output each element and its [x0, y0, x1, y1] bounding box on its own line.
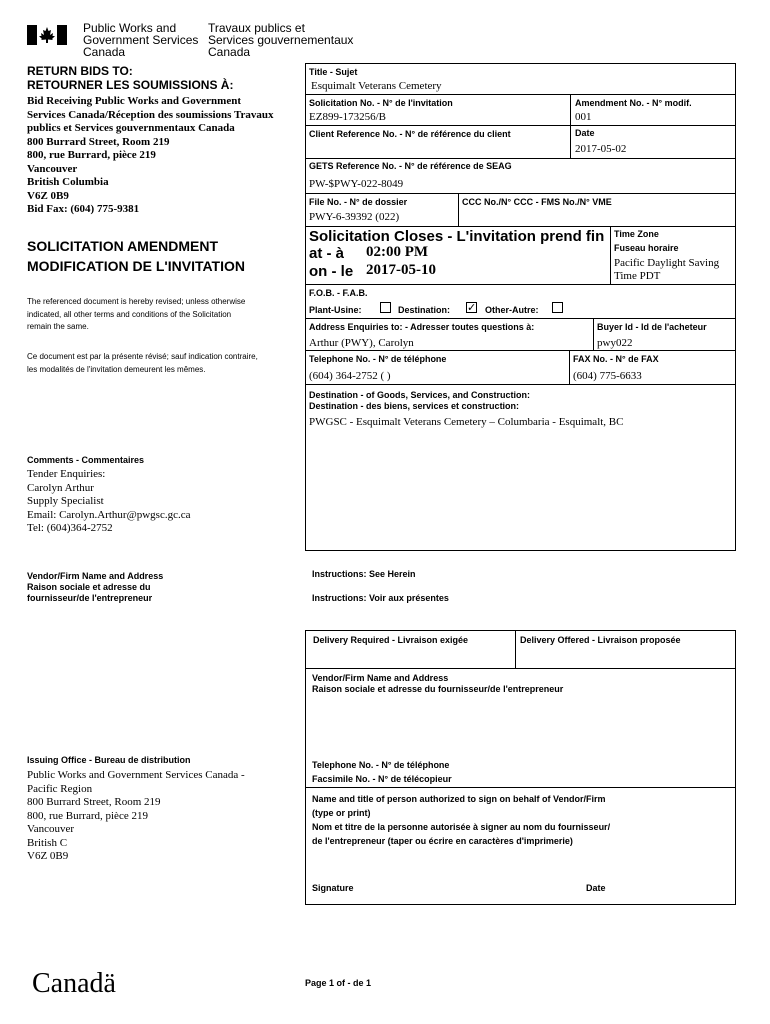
- amendment-note-fr: Ce document est par la présente révisé; sauf indication contraire, les modalités de l'invitation demeurent les mêmes.: [27, 352, 258, 374]
- fax-value: (604) 775-6633: [573, 370, 642, 382]
- destination-label: Destination:: [398, 305, 451, 315]
- title-label: Title - Sujet: [309, 67, 358, 77]
- return-bids-title: RETURN BIDS TO: RETOURNER LES SOUMISSIONS À:: [27, 64, 234, 92]
- signature-label: Signature: [312, 883, 354, 893]
- vendor-telephone-label: Telephone No. - N° de téléphone: [312, 760, 450, 770]
- amendment-note-en: The referenced document is hereby revised; unless otherwise indicated, all other terms and conditions of the Solicitation remain the same.: [27, 297, 246, 331]
- timezone-label-fr: Fuseau horaire: [614, 243, 679, 253]
- plant-label: Plant-Usine:: [309, 305, 362, 315]
- plant-checkbox[interactable]: [380, 302, 391, 313]
- canada-flag-logo: [27, 25, 67, 45]
- ccc-label: CCC No./N° CCC - FMS No./N° VME: [462, 197, 612, 207]
- fob-label: F.O.B. - F.A.B.: [309, 288, 368, 298]
- client-ref-label: Client Reference No. - N° de référence du client: [309, 129, 511, 139]
- org-name-en: Public Works and Government Services Canada: [83, 21, 199, 59]
- vendor-name-address-label: Vendor/Firm Name and Address Raison sociale et adresse du fournisseur/de l'entrepreneur: [312, 673, 564, 694]
- closes-on-label: on - le: [309, 263, 354, 280]
- address-enquiries-value: Arthur (PWY), Carolyn: [309, 337, 414, 349]
- other-checkbox[interactable]: [552, 302, 563, 313]
- buyer-id-value: pwy022: [597, 337, 633, 349]
- issuing-office-label: Issuing Office - Bureau de distribution: [27, 755, 191, 765]
- timezone-value: Pacific Daylight Saving Time PDT: [614, 257, 720, 282]
- destination-goods-value: PWGSC - Esquimalt Veterans Cemetery – Columbaria - Esquimalt, BC: [309, 416, 624, 428]
- delivery-required-label: Delivery Required - Livraison exigée: [313, 635, 469, 645]
- vendor-left-label: Vendor/Firm Name and Address Raison sociale et adresse du fournisseur/de l'entrepreneur: [27, 571, 164, 603]
- page-number: Page 1 of - de 1: [305, 978, 372, 988]
- solicitation-label: Solicitation No. - N° de l'invitation: [309, 98, 453, 108]
- canada-wordmark: Canadä: [32, 968, 116, 999]
- comments-text: Tender Enquiries: Carolyn Arthur Supply Specialist Email: Carolyn.Arthur@pwgsc.gc.ca Tel: (604)364-2752: [27, 468, 191, 534]
- gets-value: PW-$PWY-022-8049: [309, 178, 404, 190]
- closes-date: 2017-05-10: [366, 262, 436, 278]
- closes-at-label: at - à: [309, 245, 345, 262]
- address-enquiries-label: Address Enquiries to: - Adresser toutes questions à:: [309, 322, 535, 332]
- timezone-label-en: Time Zone: [614, 229, 659, 239]
- instructions-fr: Instructions: Voir aux présentes: [312, 593, 449, 603]
- comments-label: Comments - Commentaires: [27, 455, 145, 465]
- telephone-label: Telephone No. - N° de téléphone: [309, 354, 447, 364]
- delivery-offered-label: Delivery Offered - Livraison proposée: [520, 635, 681, 645]
- destination-goods-label: Destination - of Goods, Services, and Construction: Destination - des biens, services et construction:: [309, 390, 531, 411]
- buyer-id-label: Buyer Id - Id de l'acheteur: [597, 322, 707, 332]
- file-no-label: File No. - N° de dossier: [309, 197, 408, 207]
- amendment-no-value: 001: [575, 111, 592, 123]
- instructions-en: Instructions: See Herein: [312, 569, 416, 579]
- org-name-fr: Travaux publics et Services gouvernementaux Canada: [208, 21, 354, 59]
- return-bids-address: Bid Receiving Public Works and Government Services Canada/Réception des soumissions Travaux publics et Services gouvernmentaux Canada 800 Burrard Street, Room 219 800, rue Burrard, pièce 219 Vancouver British Columbia V6Z 0B9 Bid Fax: (604) 775-9381: [27, 95, 274, 215]
- destination-checkbox[interactable]: ✓: [467, 301, 477, 314]
- fax-label: FAX No. - N° de FAX: [573, 354, 659, 364]
- closes-time: 02:00 PM: [366, 244, 429, 260]
- gets-label: GETS Reference No. - N° de référence de SEAG: [309, 161, 512, 171]
- vendor-facsimile-label: Facsimile No. - N° de télécopieur: [312, 774, 452, 784]
- signature-date-label: Date: [586, 883, 606, 893]
- telephone-value: (604) 364-2752 ( ): [309, 370, 391, 382]
- other-label: Other-Autre:: [485, 305, 539, 315]
- solicitation-value: EZ899-173256/B: [309, 111, 386, 123]
- title-value: Esquimalt Veterans Cemetery: [311, 80, 442, 92]
- date-label: Date: [575, 128, 595, 138]
- closes-title: Solicitation Closes - L'invitation prend fin: [309, 228, 605, 245]
- amendment-title: SOLICITATION AMENDMENT MODIFICATION DE L'INVITATION: [27, 238, 245, 274]
- authorized-person-label: Name and title of person authorized to sign on behalf of Vendor/Firm (type or print) Nom et titre de la personne autorisée à signer au nom du fournisseur/ de l'entrepreneur (taper ou écrire en caractères d'imprimerie): [312, 794, 611, 846]
- amendment-no-label: Amendment No. - N° modif.: [575, 98, 692, 108]
- issuing-office-address: Public Works and Government Services Canada - Pacific Region 800 Burrard Street, Room 219 800, rue Burrard, pièce 219 Vancouver British C V6Z 0B9: [27, 769, 245, 862]
- date-value: 2017-05-02: [575, 143, 627, 155]
- file-no-value: PWY-6-39392 (022): [309, 211, 400, 223]
